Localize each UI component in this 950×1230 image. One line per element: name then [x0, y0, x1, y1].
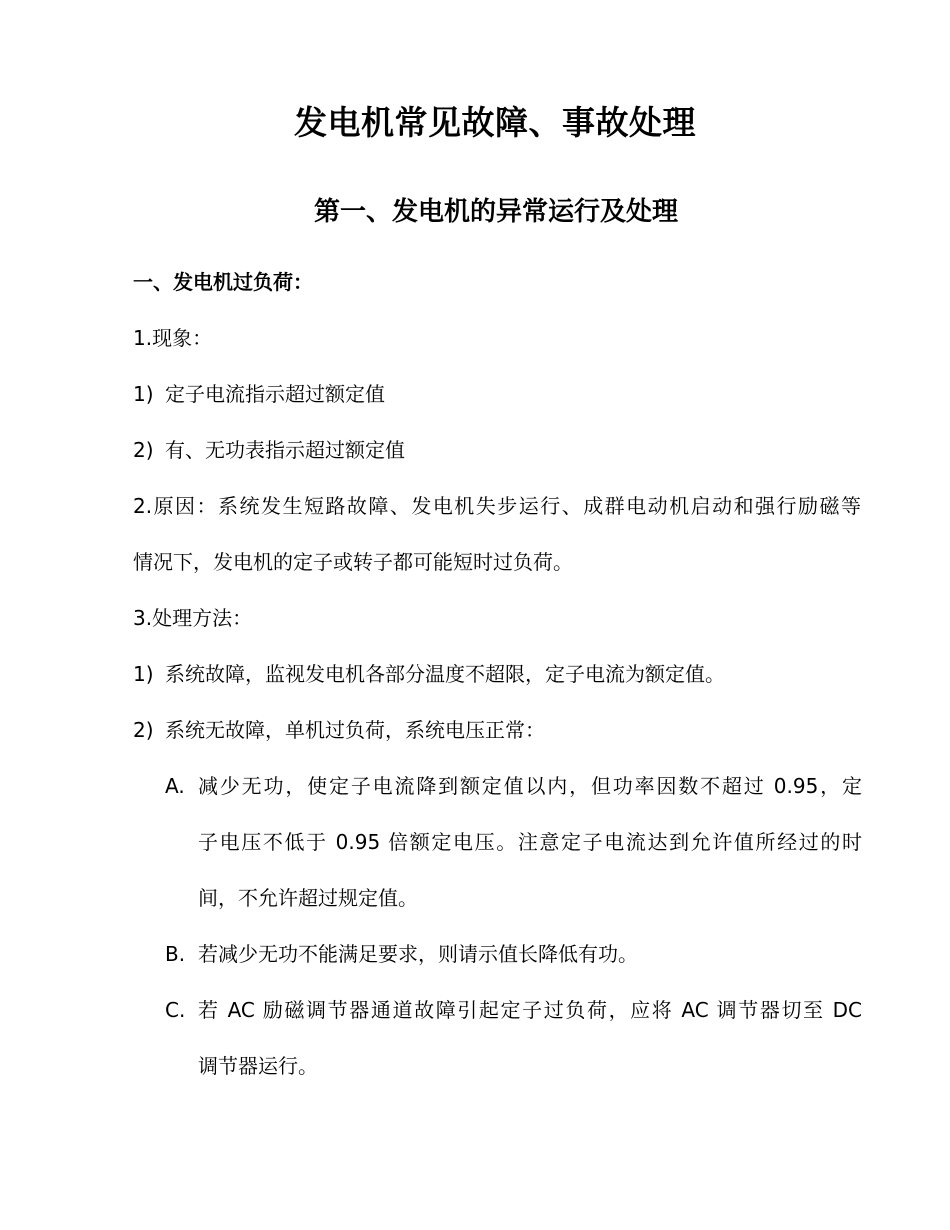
list-item	[133, 436, 405, 464]
sub-item-a-line-2: 子电压不低于 0.95 倍额定电压。注意定子电流达到允许值所经过的时	[198, 830, 862, 854]
list-item-number: 1)	[133, 382, 154, 406]
sub-item-b-line-1: 若减少无功不能满足要求，则请示值长降低有功。	[198, 942, 638, 966]
method-heading: 3.处理方法：	[133, 606, 253, 630]
list-item-text: 系统无故障，单机过负荷，系统电压正常：	[165, 718, 545, 742]
sub-item-label-c: C.	[165, 998, 186, 1022]
sub-item-c-line-2: 调节器运行。	[198, 1054, 318, 1078]
section-heading: 一、发电机过负荷：	[133, 270, 313, 294]
list-item-number: 2)	[133, 718, 154, 742]
list-item-text: 定子电流指示超过额定值	[165, 382, 385, 406]
list-item-text: 系统故障，监视发电机各部分温度不超限，定子电流为额定值。	[165, 662, 725, 686]
list-item-number: 2)	[133, 438, 154, 462]
list-item	[133, 380, 385, 408]
sub-item-a-line-3: 间，不允许超过规定值。	[198, 886, 418, 910]
list-item	[133, 716, 545, 744]
chapter-title: 第一、发电机的异常运行及处理	[313, 197, 678, 227]
phenomenon-heading: 1.现象：	[133, 326, 213, 350]
sub-item-c-line-1: 若 AC 励磁调节器通道故障引起定子过负荷，应将 AC 调节器切至 DC	[198, 998, 862, 1022]
cause-paragraph-line-2: 情况下，发电机的定子或转子都可能短时过负荷。	[133, 550, 573, 574]
list-item-number: 1)	[133, 662, 154, 686]
list-item-text: 有、无功表指示超过额定值	[165, 438, 405, 462]
cause-paragraph-line-1: 2.原因：系统发生短路故障、发电机失步运行、成群电动机启动和强行励磁等	[133, 494, 861, 518]
sub-item-a-line-1: 减少无功，使定子电流降到额定值以内，但功率因数不超过 0.95，定	[198, 774, 862, 798]
sub-item-label-b: B.	[165, 942, 186, 966]
sub-item-label-a: A.	[165, 774, 185, 798]
document-title: 发电机常见故障、事故处理	[294, 103, 696, 142]
list-item	[133, 660, 725, 688]
